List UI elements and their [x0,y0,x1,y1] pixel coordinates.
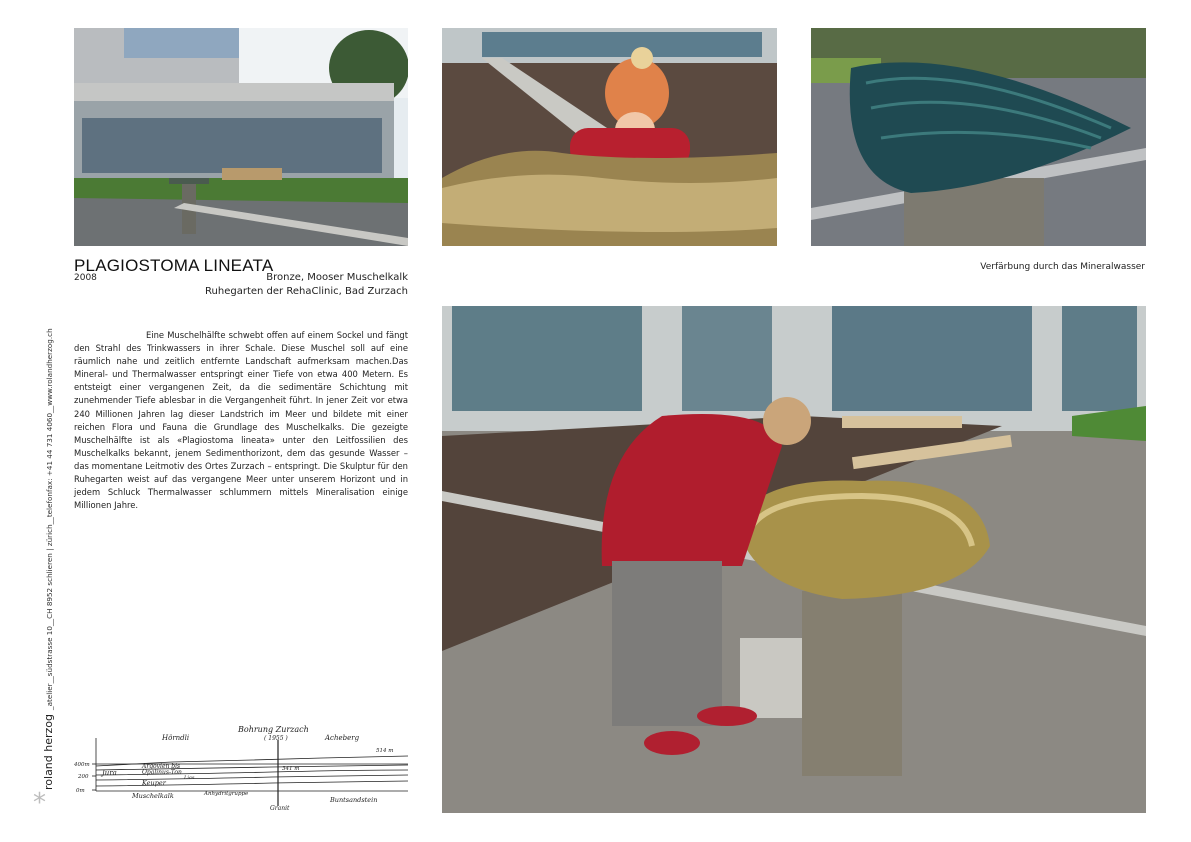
geo-tick-200: 200 [78,774,89,780]
brand-name: roland herzog [42,713,55,790]
geo-layer-muschelkalk: Muschelkalk [132,792,174,800]
geo-year: ( 1955 ) [264,735,288,742]
artwork-year: 2008 [74,273,97,283]
geological-profile-diagram [72,718,412,812]
geo-elevation-peak: 514 m [376,748,394,754]
geo-layer-opalinus: Opalinus-Ton [142,769,182,776]
geo-tick-400: 400m [74,762,90,768]
geo-place-right: Acheberg [325,734,360,742]
asterisk-logo: * [33,788,46,818]
geo-layer-anhydrit: Anhydritgruppe [204,791,249,797]
contact-info: _atelier__südstrasse 10__CH 8952 schlieren | zürich__telefonfax: +41 44 731 4060__www.rolandherzog.ch [45,328,54,710]
photo-shell-discoloration [811,28,1146,246]
photo-building-exterior [74,28,408,246]
geo-elevation-well: 341 m [282,766,300,772]
artwork-material: Bronze, Mooser Muschelkalk [266,272,408,283]
artwork-meta [205,271,408,299]
geo-place-left: Hörndli [162,734,190,742]
geo-tick-0: 0m [76,788,85,794]
geo-layer-argovien: Argovien bis [142,763,181,770]
geo-layer-keuper: Keuper [142,779,166,787]
geo-layer-buntsandstein: Buntsandstein [330,796,378,804]
photo-woman-drinking-fountain [442,306,1146,813]
photo-caption: Verfärbung durch das Mineralwasser [980,262,1145,272]
vertical-contact-strip [38,328,58,790]
description-text: Eine Muschelhälfte schwebt offen auf einem Sockel und fängt den Strahl des Trinkwassers in ihrer Schale. Diese Muschel soll auf eine räumlich nahe und zeitlich entfernte Landschaft aufmerksam machen.Das Mineral- und Thermalwasser entspringt einer Tiefe von etwa 400 Metern. Es entsteigt einer vergangenen Zeit, da die sedimentäre Schichtung mit zunehmender Tiefe ablesbar in die Vergangenheit führt. In jener Zeit vor etwa 240 Millionen Jahren lag dieser Landstrich im Meer und bildete mit einer reichen Flora und Fauna die Grundlage des Muschelkalks. Die gezeigte Muschelhälfte ist als «Plagiostoma lineata» unter den Leitfossilien des Muschelkalks bekannt, jenem Sedimenthorizont, dem das gesunde Wasser – das momentane Leitmotiv des Ortes Zurzach – entspringt. Die Skulptur für den Ruhegarten weist auf das vergangene Meer unter unserem Horizont und in jedem Schluck Thermalwasser schlummern mittels Mineralisation einige Millionen Jahre. [74,330,408,511]
artwork-location: Ruhegarten der RehaClinic, Bad Zurzach [205,286,408,297]
geo-layer-jura: Jura [102,769,117,777]
photo-child-drinking [442,28,777,246]
geo-heading: Bohrung Zurzach [238,725,309,734]
geo-layer-lias: Lias [184,775,195,781]
geo-layer-granit: Granit [270,805,290,812]
artwork-title: PLAGIOSTOMA LINEATA [74,256,274,275]
